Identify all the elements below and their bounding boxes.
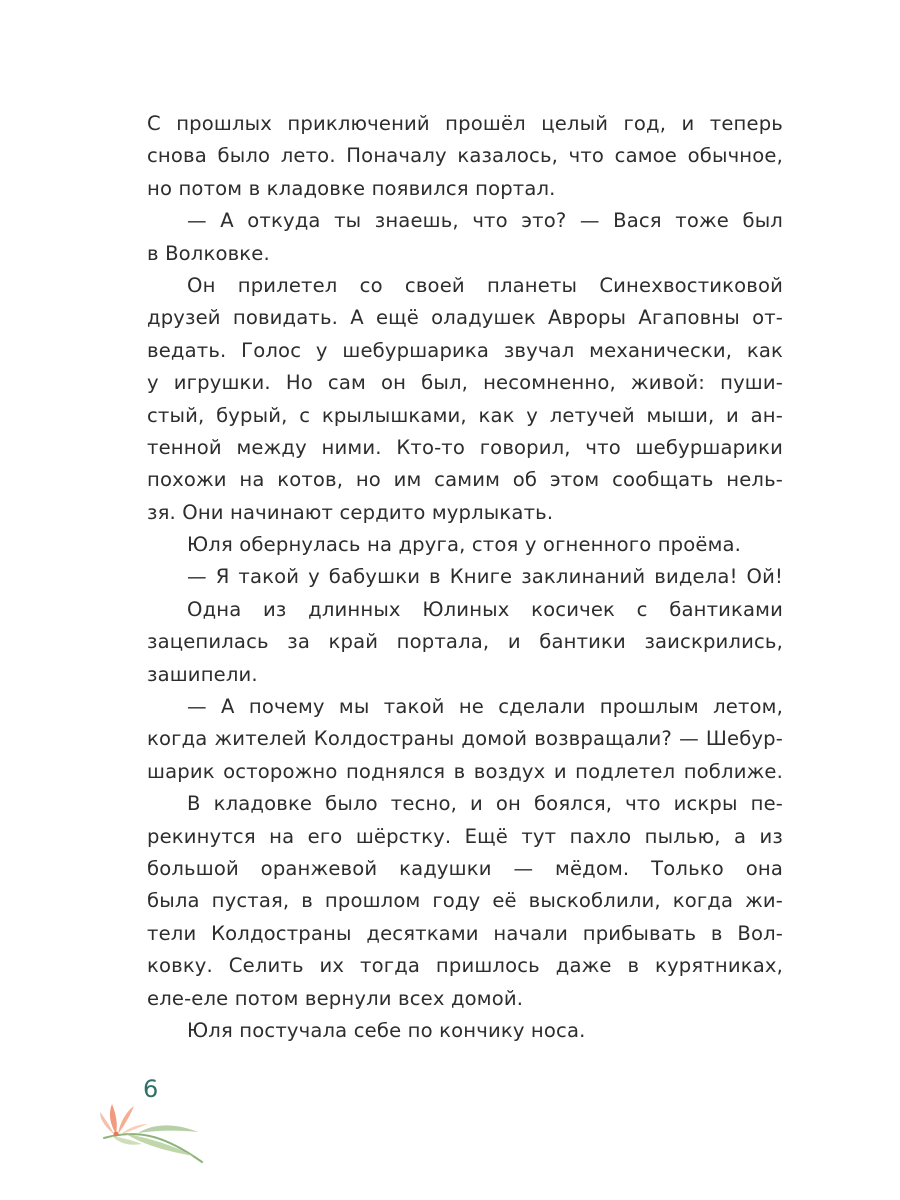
text-line: — Я такой у бабушки в Книге заклинаний видела! Ой!	[187, 565, 783, 589]
text-line: еле-еле потом вернули всех домой.	[147, 986, 524, 1010]
text-line: снова было лето. Поначалу казалось, что самое обычное,	[147, 144, 783, 168]
body-text	[147, 108, 783, 1047]
text-line: В кладовке было тесно, и он боялся, что искры пе-	[187, 792, 783, 816]
flower-sprig-icon	[98, 1086, 208, 1166]
text-line: друзей повидать. А ещё оладушек Авроры Агаповны от-	[147, 306, 783, 330]
text-line: похожи на котов, но им самим об этом сообщать нель-	[147, 468, 783, 492]
text-line: тели Колдостраны десятками начали прибывать в Вол-	[147, 921, 783, 945]
text-line: — А откуда ты знаешь, что это? — Вася тоже был	[187, 209, 783, 233]
text-line: Юля постучала себе по кончику носа.	[187, 1018, 586, 1042]
text-line: рекинутся на его шёрстку. Ещё тут пахло пылью, а из	[147, 824, 783, 848]
text-line: ковку. Селить их тогда пришлось даже в курятниках,	[147, 954, 783, 978]
text-line: тенной между ними. Кто-то говорил, что шебуршарики	[147, 435, 783, 459]
text-line: когда жителей Колдостраны домой возвращали? — Шебур-	[147, 727, 783, 751]
text-line: зя. Они начинают сердито мурлыкать.	[147, 500, 554, 524]
text-line: шарик осторожно поднялся в воздух и подлетел поближе.	[147, 759, 783, 783]
text-line: Одна из длинных Юлиных косичек с бантиками	[187, 597, 783, 621]
text-line: Он прилетел со своей планеты Синехвостиковой	[187, 273, 783, 297]
text-line: стый, бурый, с крылышками, как у летучей мыши, и ан-	[147, 403, 783, 427]
text-line: в Волковке.	[147, 241, 270, 265]
text-line: у игрушки. Но сам он был, несомненно, живой: пуши-	[147, 371, 783, 395]
text-line: — А почему мы такой не сделали прошлым летом,	[187, 695, 783, 719]
text-line: С прошлых приключений прошёл целый год, и теперь	[147, 112, 783, 135]
text-line: была пустая, в прошлом году её выскоблили, когда жи-	[147, 889, 783, 913]
text-line: большой оранжевой кадушки — мёдом. Только она	[147, 856, 783, 880]
text-line: зашипели.	[147, 662, 258, 686]
text-line: но потом в кладовке появился портал.	[147, 176, 556, 200]
text-line: Юля обернулась на друга, стоя у огненного проёма.	[187, 533, 742, 557]
text-line: ведать. Голос у шебуршарика звучал механически, как	[147, 338, 783, 362]
text-line: зацепилась за край портала, и бантики заискрились,	[147, 630, 783, 654]
page-number: 6	[143, 1075, 159, 1103]
